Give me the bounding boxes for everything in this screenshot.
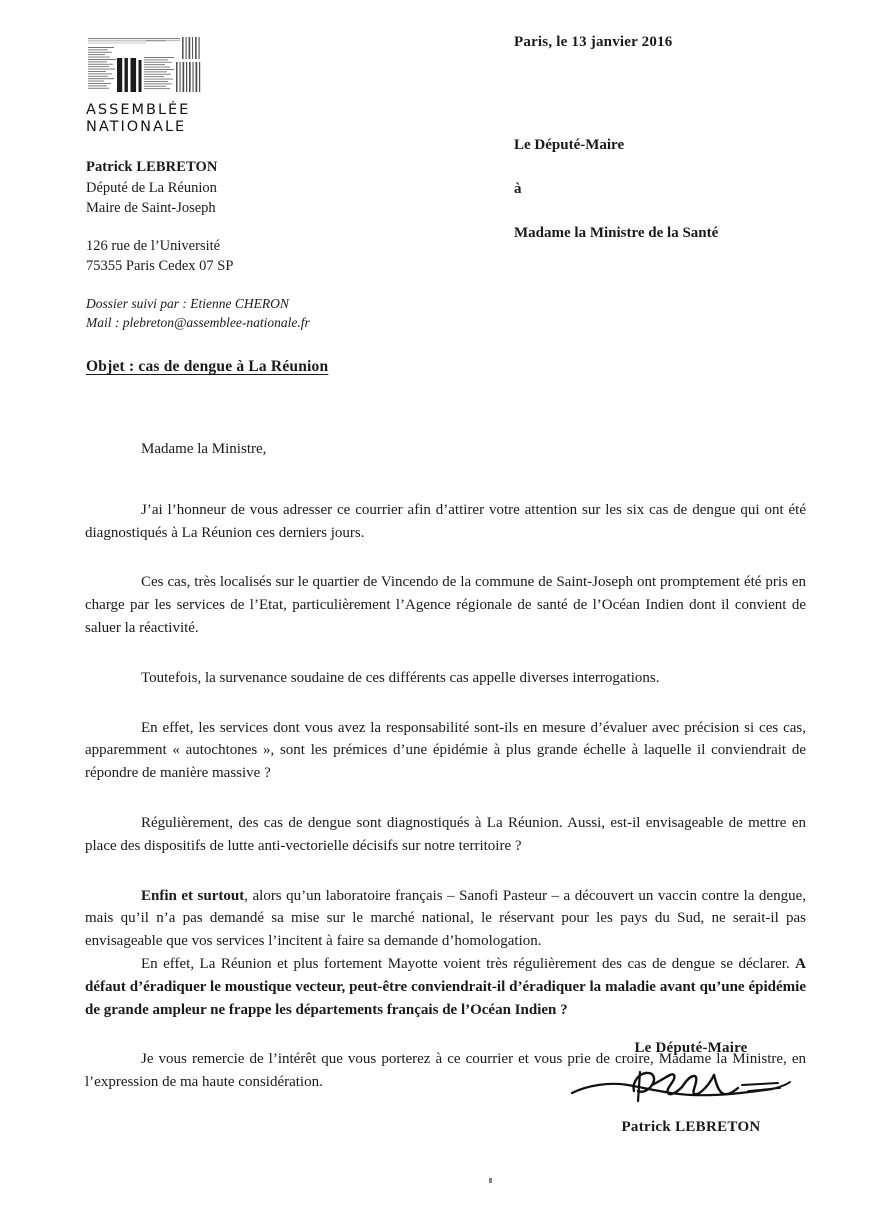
wordmark-line-2: NATIONALE (86, 119, 187, 136)
sender-family-name: LEBRETON (136, 159, 218, 175)
paragraph-4: En effet, les services dont vous avez la responsabilité sont-ils en mesure d’évaluer avec précision si ces cas, apparemment « autochtones », sont les prémices d’une épidémie à plus grande échelle à laquelle il conviendrait de répondre de manière massive ? (85, 719, 806, 782)
paragraph-7-emphasis: A défaut d’éradiquer le moustique vecteur, peut-être conviendrait-il d’éradiquer la maladie avant qu’une épidémie de grande ampleur ne frappe les départements français de l’Océan Indien ? (85, 955, 806, 1018)
letterhead-wordmark (86, 102, 216, 136)
signature-title: Le Député-Maire (634, 1040, 748, 1056)
sender-email: Mail : plebreton@assemblee-nationale.fr (86, 315, 310, 331)
address-connector: à (514, 181, 522, 197)
sender-address-line-1: 126 rue de l’Université (86, 237, 221, 254)
paragraph-5: Régulièrement, des cas de dengue sont diagnostiqués à La Réunion. Aussi, est-il envisageable de mettre en place des dispositifs de lutte anti-vectorielle décisifs sur notre territoire ? (85, 814, 806, 854)
paragraph-6-text: , alors qu’un laboratoire français – Sanofi Pasteur – a découvert un vaccin contre la dengue, mais qu’il n’a pas demandé sa mise sur le marché national, le réservant pour les pays du Sud, ne serait-il pas envisageable que vos services l’incitent à faire sa demande d’homologation. (85, 887, 806, 950)
sender-role-mayor: Maire de Saint-Joseph (86, 200, 216, 217)
sender-title: Le Député-Maire (514, 137, 625, 153)
sender-spacer-2 (86, 277, 416, 294)
recipient-title: Madame la Ministre de la Santé (514, 225, 719, 241)
sender-given-name: Patrick (86, 159, 137, 175)
letterhead (86, 36, 216, 136)
paragraph-7 (85, 953, 806, 1021)
handwritten-signature-icon (566, 1063, 816, 1111)
letter-date: Paris, le 13 janvier 2016 (514, 34, 673, 50)
sender-spacer-1 (86, 219, 416, 236)
dossier-handler: Dossier suivi par : Etienne CHERON (86, 295, 289, 311)
paragraph-1: J’ai l’honneur de vous adresser ce courrier afin d’attirer votre attention sur les six cas de dengue qui ont été diagnostiqués à La Réunion ces derniers jours. (85, 501, 806, 541)
paragraph-8: Je vous remercie de l’intérêt que vous porterez à ce courrier et vous prie de croire, Madame la Ministre, en l’expression de ma haute considération. (85, 1051, 806, 1091)
sender-block (86, 157, 416, 333)
signature-name: Patrick LEBRETON (621, 1119, 761, 1135)
salutation: Madame la Ministre, (141, 441, 267, 457)
sender-address-line-2: 75355 Paris Cedex 07 SP (86, 258, 234, 275)
signature-block (541, 1040, 841, 1136)
letter-body (85, 438, 806, 1094)
subject-line: Objet : cas de dengue à La Réunion (86, 358, 329, 375)
scan-artifact (489, 1178, 492, 1183)
assemblee-nationale-hemicycle-emblem-icon (86, 36, 204, 98)
paragraph-7-text: En effet, La Réunion et plus fortement Mayotte voient très régulièrement des cas de dengue se déclarer. (141, 955, 796, 972)
recipient-block (514, 138, 718, 241)
paragraph-6 (85, 885, 806, 953)
paragraph-3: Toutefois, la survenance soudaine de ces différents cas appelle diverses interrogations. (141, 669, 660, 686)
wordmark-line-1: ASSEMBLÉE (86, 102, 191, 118)
sender-role-deputy: Député de La Réunion (86, 179, 217, 196)
paragraph-2: Ces cas, très localisés sur le quartier de Vincendo de la commune de Saint-Joseph ont promptement été pris en charge par les services de l’Etat, particulièrement l’Agence régionale de santé de l’Océan Indien dont il convient de saluer la réactivité. (85, 574, 806, 636)
sender-name (86, 157, 416, 178)
paragraph-6-emphasis: Enfin et surtout (141, 887, 245, 904)
